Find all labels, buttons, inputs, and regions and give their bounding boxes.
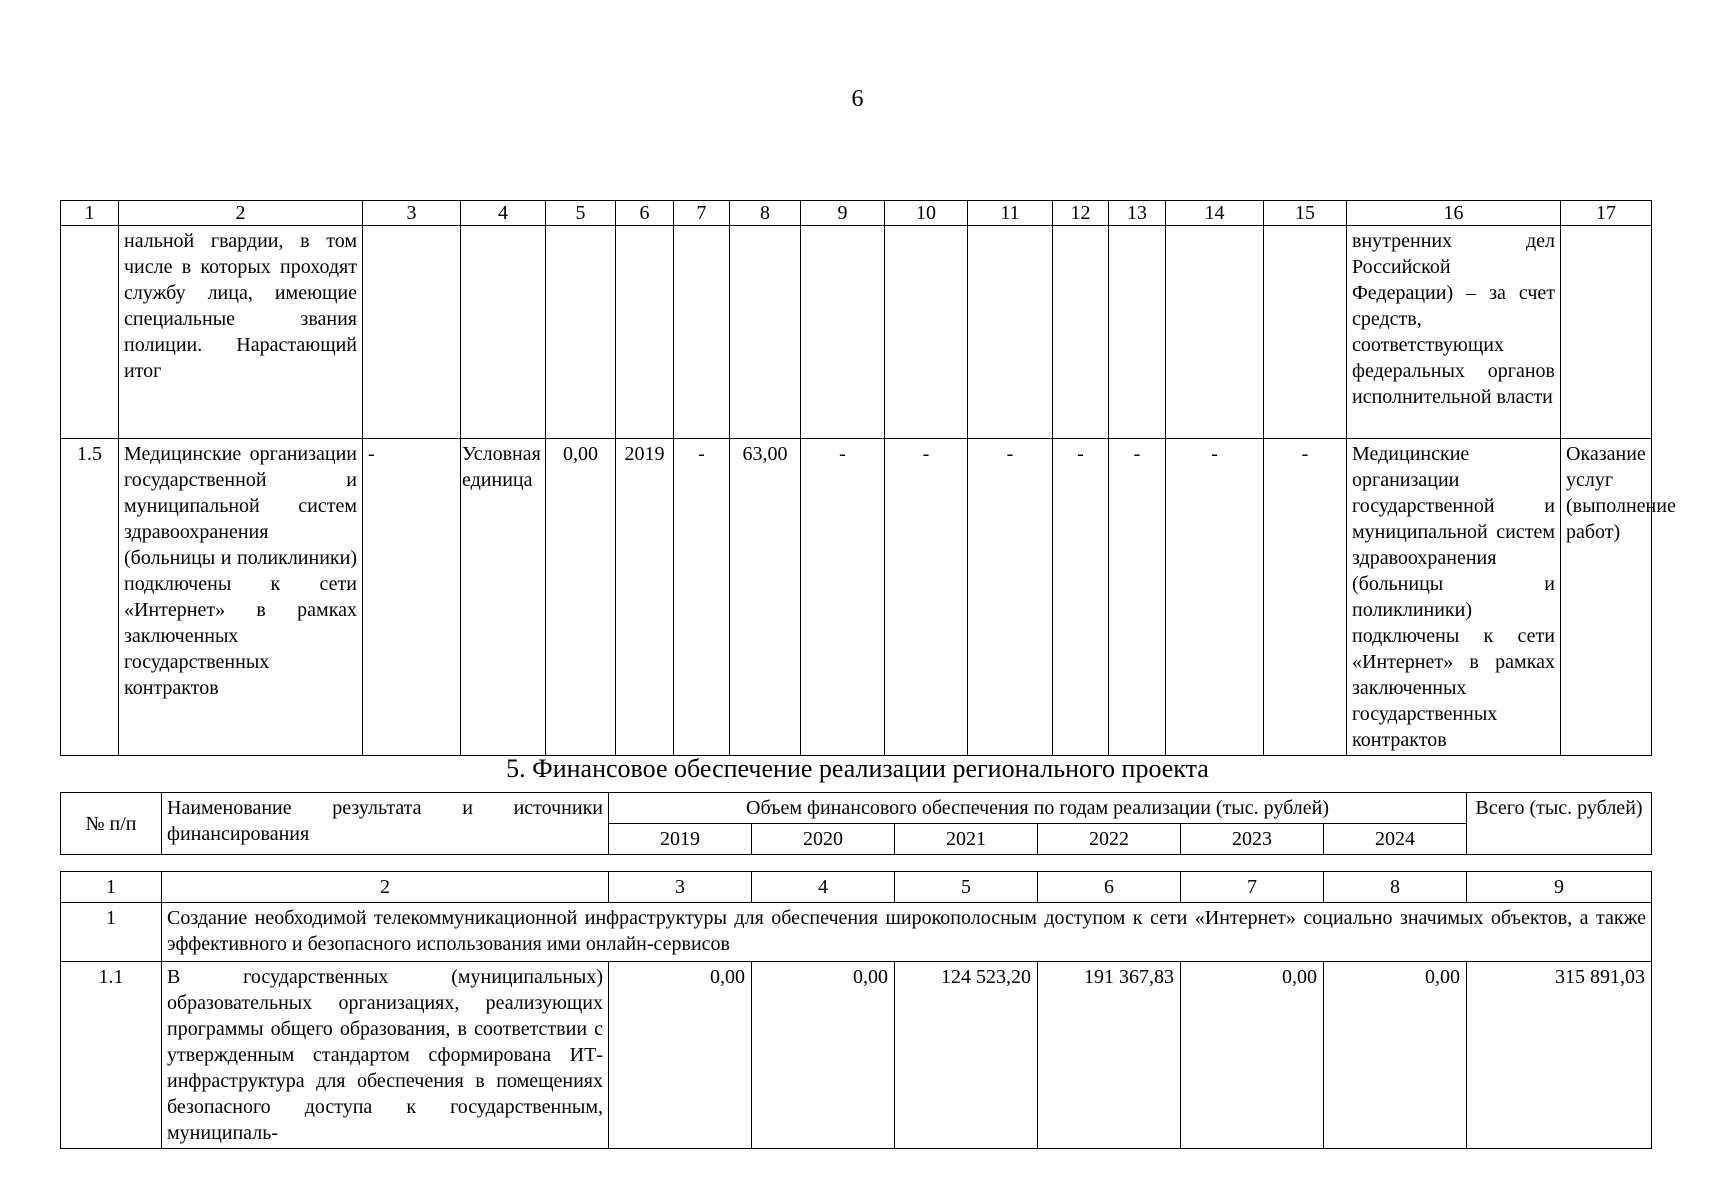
cell-indicator-name: Медицинские организации государственной и муниципальной систем здравоохранения (больницы и поликлиники) подключены к сети «Интернет» в рамках заключенных государственных контрактов bbox=[119, 439, 363, 756]
table-header-row bbox=[61, 793, 1652, 824]
header-cell: 15 bbox=[1264, 201, 1347, 226]
cell bbox=[1264, 226, 1347, 439]
cell-amount: 0,00 bbox=[1324, 962, 1467, 1149]
header-cell: 12 bbox=[1053, 201, 1109, 226]
header-cell: 6 bbox=[616, 201, 674, 226]
cell bbox=[616, 226, 674, 439]
header-year: 2022 bbox=[1038, 824, 1181, 855]
header-year: 2019 bbox=[609, 824, 752, 855]
cell: - bbox=[801, 439, 885, 756]
cell-num: 1 bbox=[61, 903, 162, 962]
header-num: № п/п bbox=[61, 793, 162, 855]
index-cell: 1 bbox=[61, 872, 162, 903]
cell-num: 1.5 bbox=[61, 439, 119, 756]
index-cell: 4 bbox=[752, 872, 895, 903]
cell-value: 63,00 bbox=[730, 439, 801, 756]
cell: - bbox=[1264, 439, 1347, 756]
indicators-table bbox=[60, 200, 1676, 756]
header-cell: 16 bbox=[1347, 201, 1561, 226]
cell-total: 315 891,03 bbox=[1467, 962, 1652, 1149]
header-cell: 2 bbox=[119, 201, 363, 226]
cell: - bbox=[1109, 439, 1166, 756]
header-cell: 14 bbox=[1166, 201, 1264, 226]
header-cell: 11 bbox=[968, 201, 1053, 226]
cell: - bbox=[674, 439, 730, 756]
cell: - bbox=[363, 439, 461, 756]
header-cell: 9 bbox=[801, 201, 885, 226]
cell-responsible: Медицинские организации государственной и муниципальной систем здравоохранения (больницы и поликлиники) подключены к сети «Интернет» в рамках заключенных государственных контрактов bbox=[1347, 439, 1561, 756]
cell bbox=[1166, 226, 1264, 439]
cell-type: Оказание услуг (выполнение работ) bbox=[1561, 439, 1652, 756]
index-cell: 9 bbox=[1467, 872, 1652, 903]
header-year: 2024 bbox=[1324, 824, 1467, 855]
index-cell: 2 bbox=[162, 872, 609, 903]
cell bbox=[1109, 226, 1166, 439]
header-name: Наименование результата и источники финансирования bbox=[162, 793, 609, 855]
index-cell: 6 bbox=[1038, 872, 1181, 903]
header-cell: 13 bbox=[1109, 201, 1166, 226]
index-cell: 8 bbox=[1324, 872, 1467, 903]
table-row bbox=[61, 226, 1652, 439]
financing-table bbox=[60, 871, 1652, 1149]
section-title: 5. Финансовое обеспечение реализации регионального проекта bbox=[506, 754, 1209, 783]
financing-header-table bbox=[60, 792, 1652, 855]
cell-amount: 191 367,83 bbox=[1038, 962, 1181, 1149]
cell-amount: 0,00 bbox=[752, 962, 895, 1149]
cell: - bbox=[885, 439, 968, 756]
cell bbox=[730, 226, 801, 439]
cell-num: 1.1 bbox=[61, 962, 162, 1149]
header-cell: 4 bbox=[461, 201, 546, 226]
header-year: 2023 bbox=[1181, 824, 1324, 855]
table-row bbox=[61, 962, 1652, 1149]
cell-result-name: В государственных (муниципальных) образовательных организациях, реализующих программы общего образования, в соответствии с утвержденным стандартом сформирована ИТ-инфраструктура для обеспечения в помещениях безопасного доступа к государственным, муниципаль- bbox=[162, 962, 609, 1149]
header-cell: 3 bbox=[363, 201, 461, 226]
cell-responsible: внутренних дел Российской Федерации) – за счет средств, соответствующих федеральных органов исполнительной власти bbox=[1347, 226, 1561, 439]
cell bbox=[546, 226, 616, 439]
cell-amount: 0,00 bbox=[1181, 962, 1324, 1149]
cell-num bbox=[61, 226, 119, 439]
header-volume: Объем финансового обеспечения по годам реализации (тыс. рублей) bbox=[609, 793, 1467, 824]
table-row bbox=[61, 439, 1652, 756]
cell bbox=[885, 226, 968, 439]
cell-unit: Условная единица bbox=[461, 439, 546, 756]
table-row bbox=[61, 903, 1652, 962]
header-total: Всего (тыс. рублей) bbox=[1467, 793, 1652, 855]
index-cell: 3 bbox=[609, 872, 752, 903]
index-cell: 7 bbox=[1181, 872, 1324, 903]
cell-section-name: Создание необходимой телекоммуникационной инфраструктуры для обеспечения широкополосным доступом к сети «Интернет» социально значимых объектов, а также эффективного и безопасного использования ими онлайн-сервисов bbox=[162, 903, 1652, 962]
header-year: 2020 bbox=[752, 824, 895, 855]
index-cell: 5 bbox=[895, 872, 1038, 903]
page-number: 6 bbox=[851, 86, 864, 112]
header-cell: 5 bbox=[546, 201, 616, 226]
cell: - bbox=[968, 439, 1053, 756]
cell bbox=[1561, 226, 1652, 439]
cell-base-year: 2019 bbox=[616, 439, 674, 756]
table-index-row bbox=[61, 872, 1652, 903]
header-cell: 17 bbox=[1561, 201, 1652, 226]
cell-amount: 0,00 bbox=[609, 962, 752, 1149]
cell: - bbox=[1053, 439, 1109, 756]
cell bbox=[968, 226, 1053, 439]
header-cell: 1 bbox=[61, 201, 119, 226]
cell bbox=[674, 226, 730, 439]
cell bbox=[363, 226, 461, 439]
header-year: 2021 bbox=[895, 824, 1038, 855]
header-cell: 7 bbox=[674, 201, 730, 226]
header-cell: 8 bbox=[730, 201, 801, 226]
cell bbox=[461, 226, 546, 439]
cell-indicator-name: нальной гвардии, в том числе в которых проходят службу лица, имеющие специальные звания полиции. Нарастающий итог bbox=[119, 226, 363, 439]
header-cell: 10 bbox=[885, 201, 968, 226]
cell-base-value: 0,00 bbox=[546, 439, 616, 756]
cell bbox=[801, 226, 885, 439]
table-header-row bbox=[61, 201, 1652, 226]
cell-amount: 124 523,20 bbox=[895, 962, 1038, 1149]
cell bbox=[1053, 226, 1109, 439]
cell: - bbox=[1166, 439, 1264, 756]
